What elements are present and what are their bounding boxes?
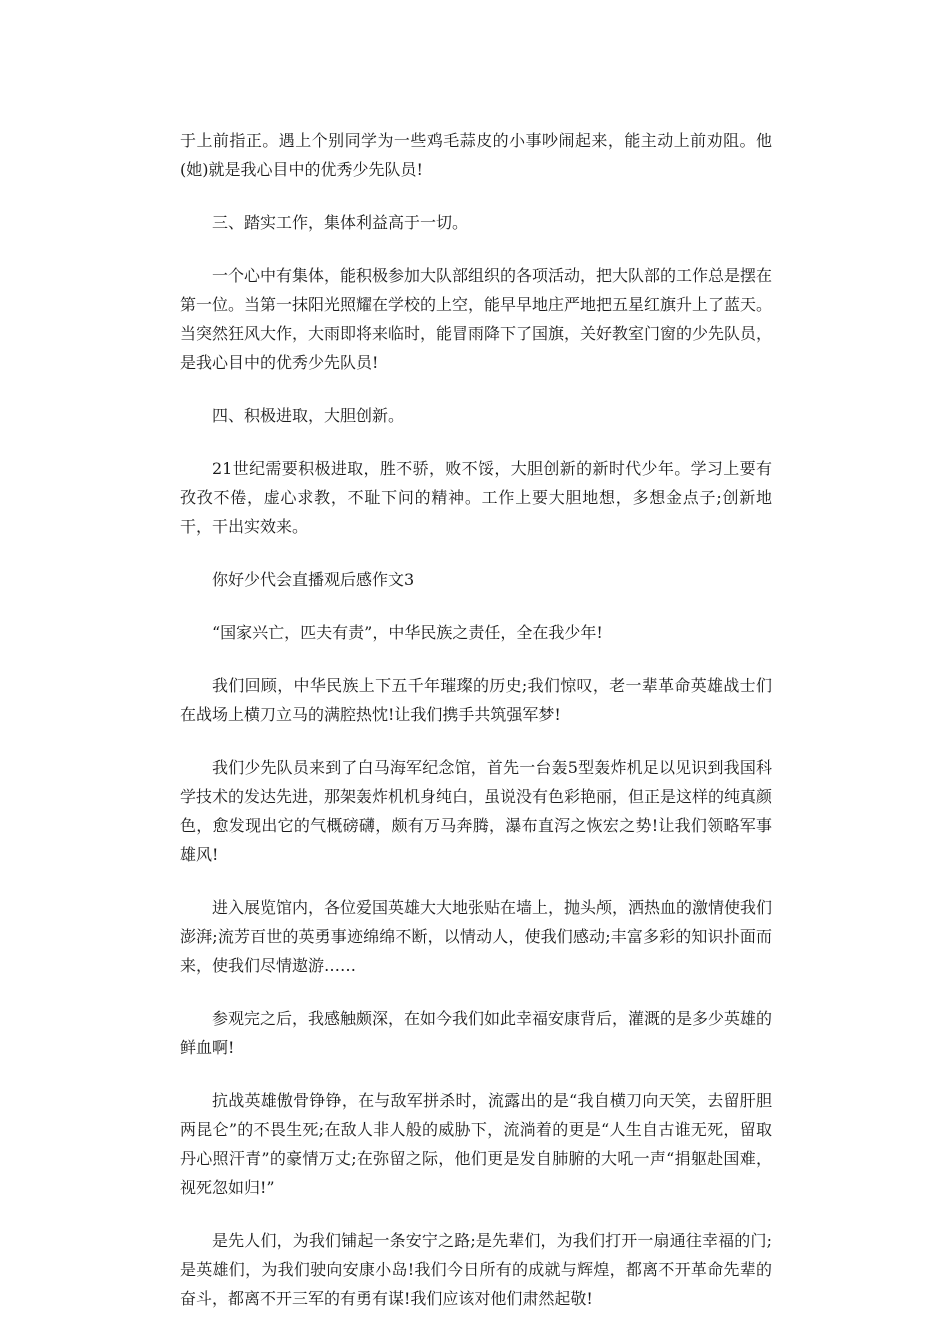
paragraph: 我们回顾，中华民族上下五千年璀璨的历史;我们惊叹，老一辈革命英雄战士们在战场上横刀立马的满腔热忱!让我们携手共筑强军梦! <box>180 676 772 724</box>
section-heading-4: 四、积极进取，大胆创新。 <box>212 406 405 425</box>
paragraph: 21世纪需要积极进取，胜不骄，败不馁，大胆创新的新时代少年。学习上要有孜孜不倦，虚心求教，不耻下问的精神。工作上要大胆地想，多想金点子;创新地干，干出实效来。 <box>180 459 772 536</box>
section-heading-3: 三、踏实工作，集体利益高于一切。 <box>212 213 469 232</box>
paragraph: 抗战英雄傲骨铮铮，在与敌军拼杀时，流露出的是“我自横刀向天笑，去留肝胆两昆仑”的不畏生死;在敌人非人般的威胁下，流淌着的更是“人生自古谁无死，留取丹心照汗青”的豪情万丈;在弥留之际，他们更是发自肺腑的大吼一声“捐躯赴国难，视死忽如归!” <box>180 1091 772 1197</box>
paragraph: 进入展览馆内，各位爱国英雄大大地张贴在墙上，抛头颅，洒热血的激情使我们澎湃;流芳百世的英勇事迹绵绵不断，以情动人，使我们感动;丰富多彩的知识扑面而来，使我们尽情遨游…… <box>180 898 773 975</box>
paragraph: “国家兴亡，匹夫有责”，中华民族之责任，全在我少年! <box>212 623 603 642</box>
paragraph: 我们少先队员来到了白马海军纪念馆，首先一台轰5型轰炸机足以见识到我国科学技术的发达先进，那架轰炸机机身纯白，虽说没有色彩艳丽，但正是这样的纯真颜色，愈发现出它的气概磅礴，颇有万马奔腾，瀑布直泻之恢宏之势!让我们领略军事雄风! <box>180 758 773 864</box>
document-page <box>180 126 772 1337</box>
paragraph: 是先人们，为我们铺起一条安宁之路;是先辈们，为我们打开一扇通往幸福的门;是英雄们，为我们驶向安康小岛!我们今日所有的成就与辉煌，都离不开革命先辈的奋斗，都离不开三军的有勇有谋!我们应该对他们肃然起敬! <box>180 1231 772 1308</box>
paragraph-continuation: 于上前指正。遇上个别同学为一些鸡毛蒜皮的小事吵闹起来，能主动上前劝阻。他(她)就是我心目中的优秀少先队员! <box>180 131 772 179</box>
essay-title: 你好少代会直播观后感作文3 <box>212 570 415 589</box>
paragraph: 一个心中有集体，能积极参加大队部组织的各项活动，把大队部的工作总是摆在第一位。当第一抹阳光照耀在学校的上空，能早早地庄严地把五星红旗升上了蓝天。当突然狂风大作，大雨即将来临时，能冒雨降下了国旗，关好教室门窗的少先队员，是我心目中的优秀少先队员! <box>180 266 773 372</box>
paragraph: 参观完之后，我感触颇深，在如今我们如此幸福安康背后，灌溉的是多少英雄的鲜血啊! <box>180 1009 773 1057</box>
